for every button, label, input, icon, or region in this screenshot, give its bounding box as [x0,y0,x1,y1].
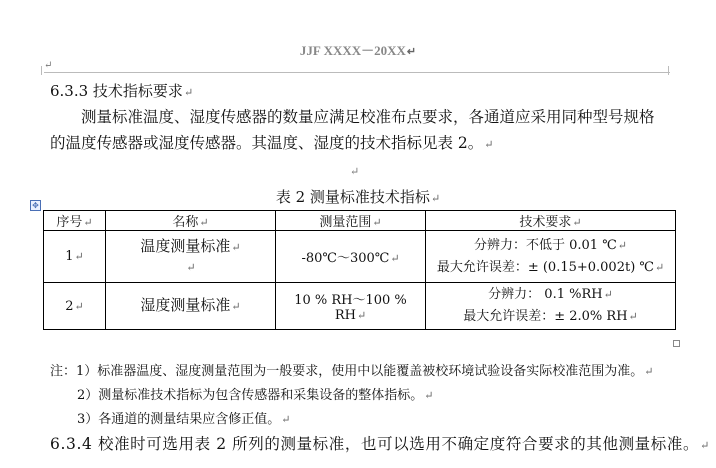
table-move-handle-icon[interactable]: ✥ [30,200,41,211]
crop-mark-left [41,66,42,75]
table-row [44,283,676,330]
section-6-3-4-line: 6.3.4 校准时可选用表 2 所列的测量标准，也可以选用不确定度符合要求的其他测量标准。↵ [50,435,710,453]
cell-no: 1↵ [44,231,106,283]
header-spec: 技术要求↵ [426,211,676,231]
page-header-title: JJF XXXX－20XX↵ [299,43,417,58]
spec-table [43,210,676,330]
body-paragraph-line-2: 的温度传感器或湿度传感器。其温度、湿度的技术指标见表 2。↵ [50,134,494,152]
cell-spec: 分辨力： 0.1 %RH↵ 最大允许误差：± 2.0% RH↵ [426,283,676,330]
body-paragraph-line-1: 测量标准温度、湿度传感器的数量应满足校准布点要求，各通道应采用同种型号规格 [81,108,655,126]
cell-name: 温度测量标准↵ ↵ [106,231,276,283]
header-range: 测量范围↵ [276,211,426,231]
header-no: 序号↵ [44,211,106,231]
cell-no: 2↵ [44,283,106,330]
cell-range: 10 % RH～100 % RH↵ [276,283,426,330]
table-header-row [44,211,676,231]
paragraph-mark: ↵ [350,165,360,178]
crop-mark-right [668,66,669,75]
header-rule [44,72,670,73]
table-row [44,231,676,283]
cell-spec: 分辨力：不低于 0.01 ℃↵ 最大允许误差：± (0.15+0.002t) ℃↵ [426,231,676,283]
section-title: 6.3.3 技术指标要求↵ [50,82,194,100]
cell-name: 湿度测量标准↵ [106,283,276,330]
table-resize-handle[interactable] [673,340,680,347]
note-line-1: 注：1）标准器温度、湿度测量范围为一般要求，使用中以能覆盖被校环境试验设备实际校准范围为准。↵ [50,364,654,379]
note-line-3: 3）各通道的测量结果应含修正值。↵ [77,412,291,427]
cell-range: -80℃～300℃↵ [276,231,426,283]
table-caption: 表 2 测量标准技术指标↵ [275,188,441,206]
note-line-2: 2）测量标准技术指标为包含传感器和采集设备的整体指标。↵ [77,388,434,403]
header-name: 名称↵ [106,211,276,231]
paragraph-mark: ↵ [44,60,53,71]
